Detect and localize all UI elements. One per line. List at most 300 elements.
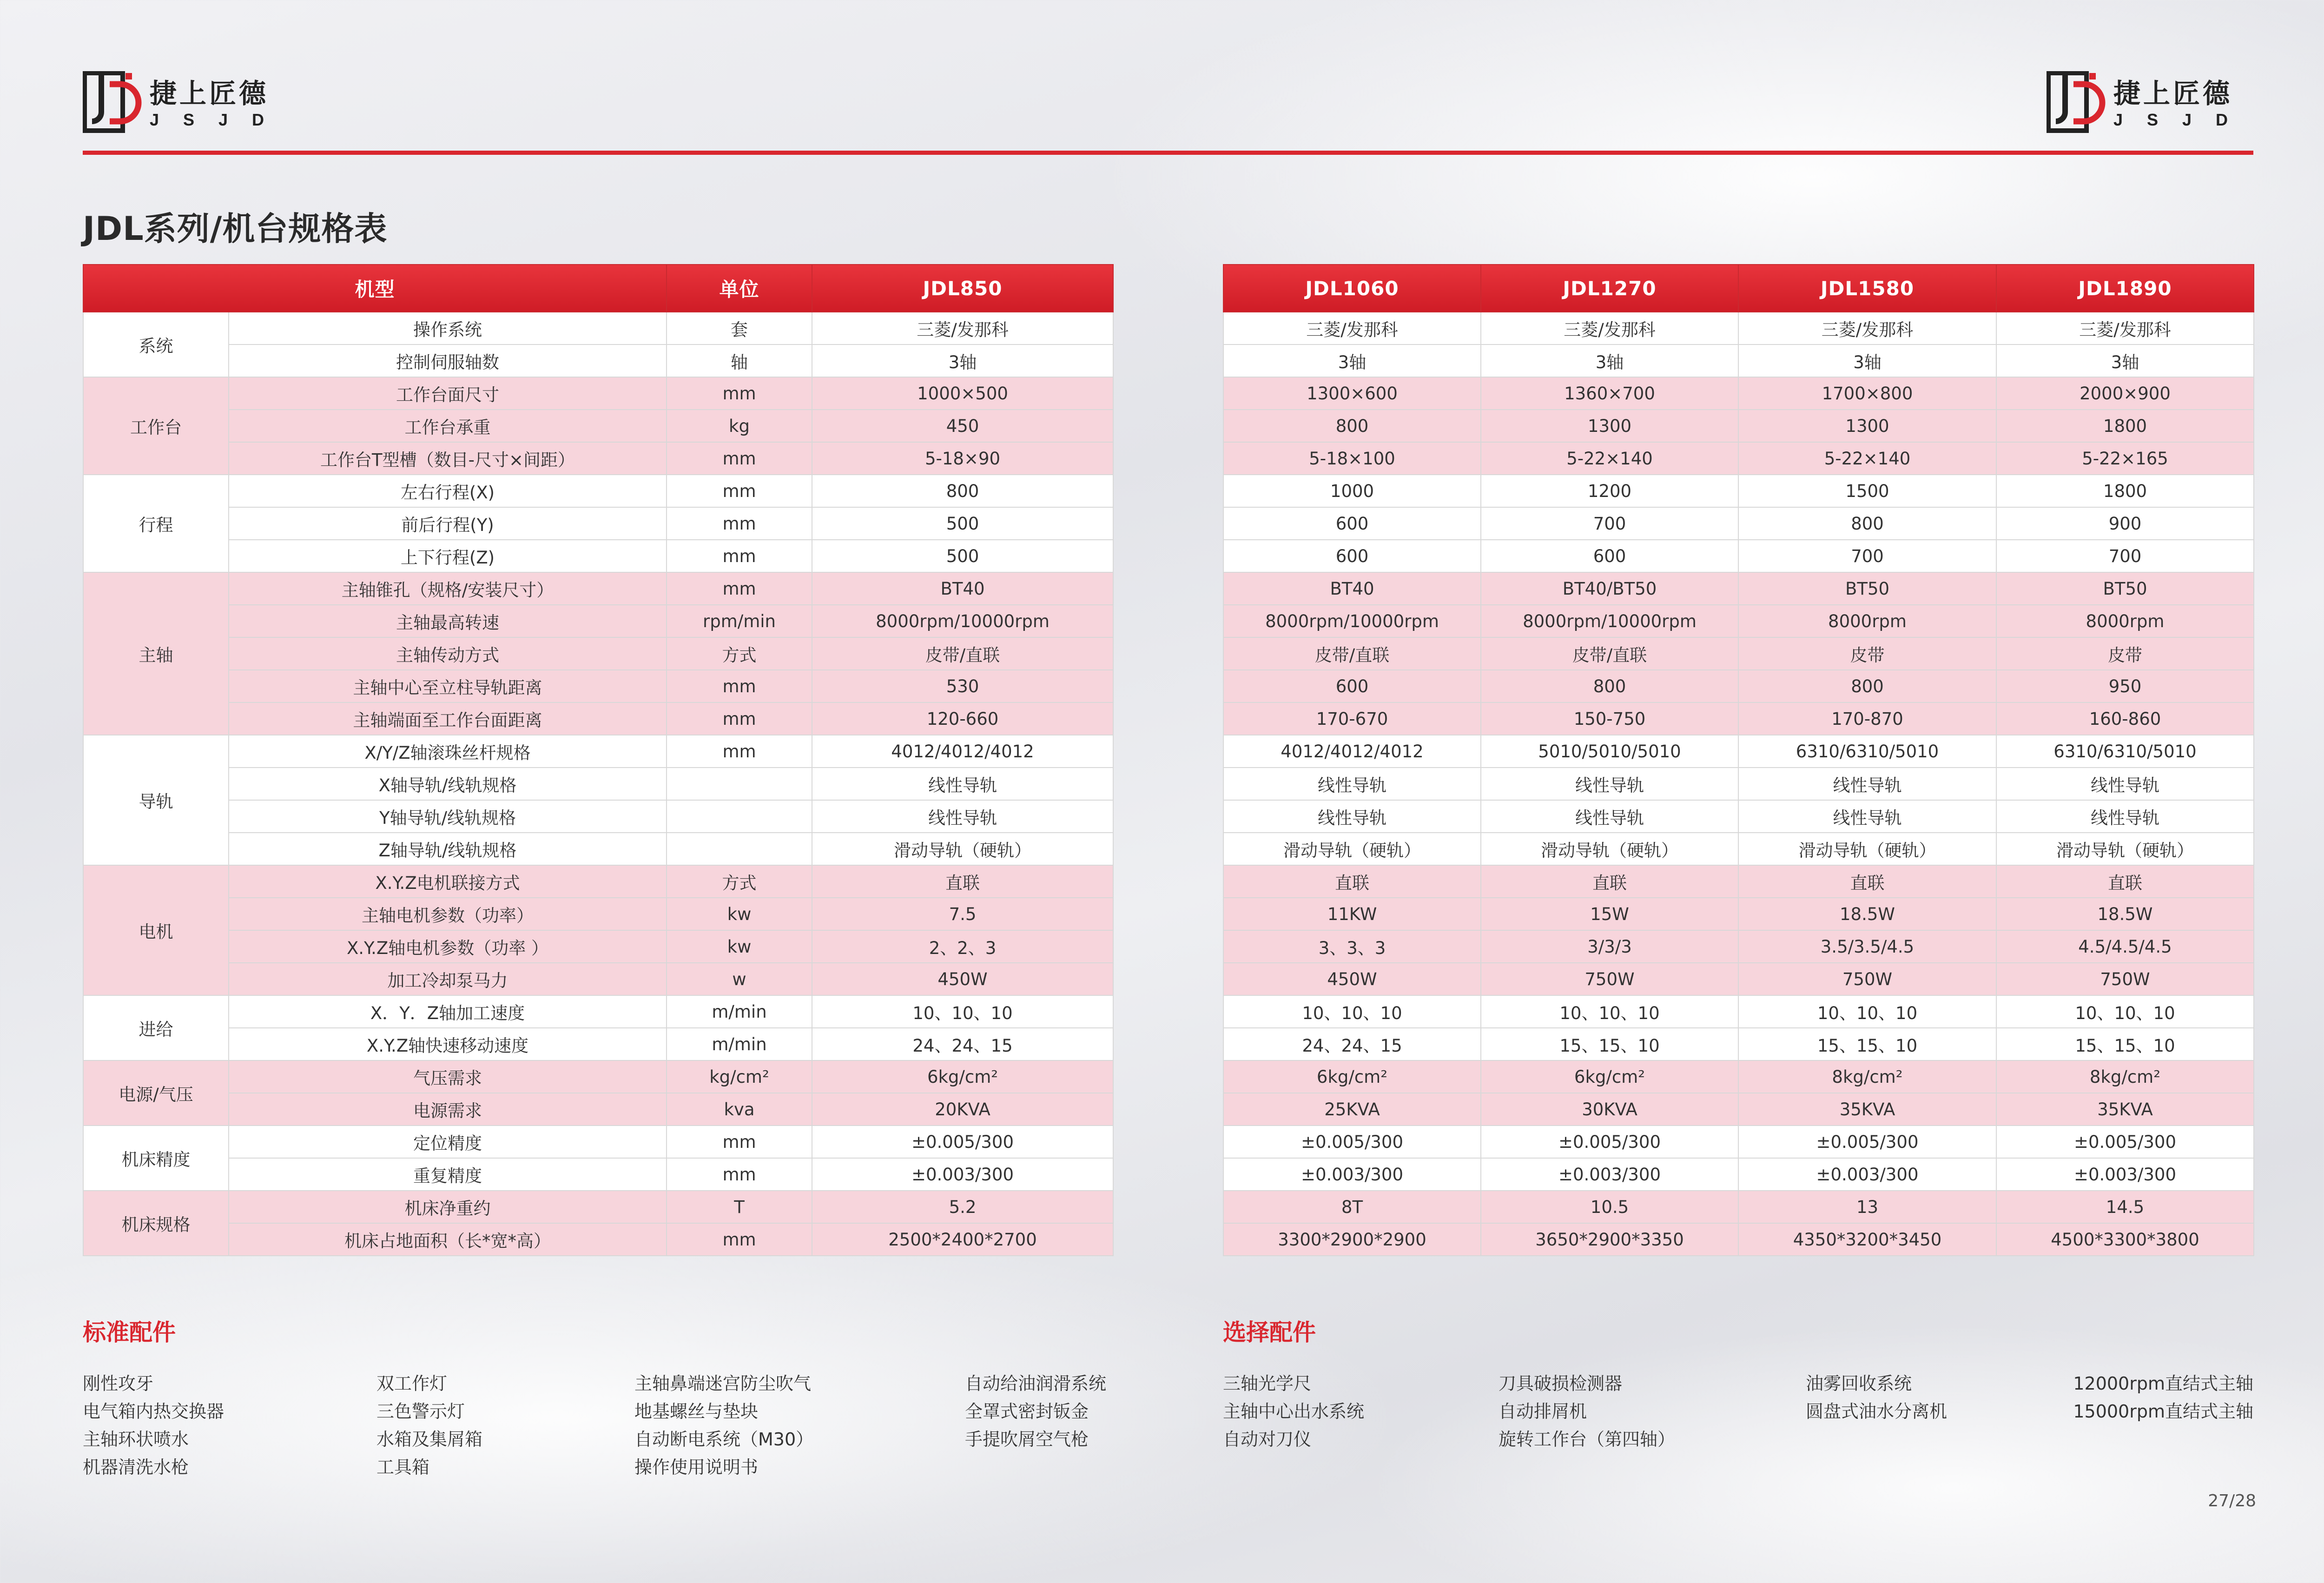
value-cell-jdl1270: ±0.005/300 — [1481, 1126, 1738, 1158]
value-cell-jdl850: 450W — [812, 963, 1113, 995]
page-title: JDL系列/机台规格表 — [83, 210, 388, 248]
unit-cell: mm — [667, 572, 812, 605]
unit-cell: kva — [667, 1093, 812, 1126]
value-cell-jdl1580: ±0.003/300 — [1738, 1158, 1996, 1191]
value-cell-jdl1060: 1000 — [1223, 475, 1481, 507]
table-row — [83, 735, 1113, 768]
list-item: 12000rpm直结式主轴 — [2073, 1373, 2253, 1394]
table-row — [1223, 702, 2254, 735]
unit-cell: rpm/min — [667, 605, 812, 637]
list-item: 三色警示灯 — [376, 1401, 465, 1422]
value-cell-jdl1890: 160-860 — [1996, 702, 2254, 735]
value-cell-jdl1890: 滑动导轨（硬轨） — [1996, 833, 2254, 865]
value-cell-jdl1890: 1800 — [1996, 410, 2254, 442]
value-cell-jdl850: 5-18×90 — [812, 442, 1113, 475]
table-row — [1223, 768, 2254, 800]
optional-col-2 — [1499, 1370, 1675, 1453]
value-cell-jdl1270: 滑动导轨（硬轨） — [1481, 833, 1738, 865]
category-cell: 主轴 — [83, 572, 229, 735]
value-cell-jdl1580: 4350*3200*3450 — [1738, 1223, 1996, 1256]
value-cell-jdl1890: 三菱/发那科 — [1996, 312, 2254, 344]
value-cell-jdl850: 10、10、10 — [812, 995, 1113, 1028]
value-cell-jdl850: 24、24、15 — [812, 1028, 1113, 1060]
table-row — [1223, 637, 2254, 670]
value-cell-jdl850: 6kg/cm² — [812, 1060, 1113, 1093]
table-row — [1223, 377, 2254, 410]
category-cell: 电源/气压 — [83, 1060, 229, 1126]
table-row — [1223, 605, 2254, 637]
unit-cell: kg — [667, 410, 812, 442]
value-cell-jdl850: 500 — [812, 507, 1113, 540]
value-cell-jdl850: ±0.005/300 — [812, 1126, 1113, 1158]
value-cell-jdl1060: 三菱/发那科 — [1223, 312, 1481, 344]
value-cell-jdl850: 800 — [812, 475, 1113, 507]
table-row — [83, 1126, 1113, 1158]
table-row — [1223, 1028, 2254, 1060]
table-row — [83, 898, 1113, 930]
list-item: 电气箱内热交换器 — [83, 1401, 224, 1422]
table-row — [83, 637, 1113, 670]
value-cell-jdl1270: 直联 — [1481, 865, 1738, 898]
unit-cell: w — [667, 963, 812, 995]
list-item: 油雾回收系统 — [1806, 1373, 1912, 1394]
header-jdl1270: JDL1270 — [1481, 265, 1738, 312]
value-cell-jdl850: ±0.003/300 — [812, 1158, 1113, 1191]
item-cell: 主轴最高转速 — [229, 605, 667, 637]
value-cell-jdl1580: 750W — [1738, 963, 1996, 995]
value-cell-jdl1060: 24、24、15 — [1223, 1028, 1481, 1060]
spec-table-left — [83, 264, 1114, 1256]
unit-cell: 方式 — [667, 637, 812, 670]
value-cell-jdl1270: 15、15、10 — [1481, 1028, 1738, 1060]
table-row — [1223, 930, 2254, 963]
value-cell-jdl1270: 800 — [1481, 670, 1738, 702]
item-cell: 电源需求 — [229, 1093, 667, 1126]
item-cell: 机床净重约 — [229, 1191, 667, 1223]
item-cell: 工作台承重 — [229, 410, 667, 442]
table-header-row — [83, 265, 1113, 312]
table-row — [1223, 898, 2254, 930]
list-item: 手提吹屑空气枪 — [965, 1429, 1089, 1450]
value-cell-jdl1270: 600 — [1481, 540, 1738, 572]
value-cell-jdl1060: 6kg/cm² — [1223, 1060, 1481, 1093]
table-row — [83, 833, 1113, 865]
list-item: 刚性攻牙 — [83, 1373, 154, 1394]
brand-logo-right — [2047, 69, 2252, 139]
value-cell-jdl850: 滑动导轨（硬轨） — [812, 833, 1113, 865]
value-cell-jdl1060: 8T — [1223, 1191, 1481, 1223]
value-cell-jdl1580: 800 — [1738, 670, 1996, 702]
brand-logo-left — [83, 69, 288, 139]
value-cell-jdl1890: 950 — [1996, 670, 2254, 702]
brand-en: JSJD — [150, 110, 289, 129]
header-jdl1890: JDL1890 — [1996, 265, 2254, 312]
unit-cell: mm — [667, 442, 812, 475]
item-cell: 主轴中心至立柱导轨距离 — [229, 670, 667, 702]
item-cell: 主轴端面至工作台面距离 — [229, 702, 667, 735]
item-cell: X．Y．Z轴加工速度 — [229, 995, 667, 1028]
value-cell-jdl1270: 750W — [1481, 963, 1738, 995]
value-cell-jdl850: 2500*2400*2700 — [812, 1223, 1113, 1256]
item-cell: 定位精度 — [229, 1126, 667, 1158]
value-cell-jdl850: BT40 — [812, 572, 1113, 605]
value-cell-jdl1580: 1300 — [1738, 410, 1996, 442]
table-row — [1223, 963, 2254, 995]
item-cell: 前后行程(Y) — [229, 507, 667, 540]
value-cell-jdl850: 三菱/发那科 — [812, 312, 1113, 344]
value-cell-jdl1270: ±0.003/300 — [1481, 1158, 1738, 1191]
standard-col-3 — [634, 1370, 813, 1481]
table-header-row — [1223, 265, 2254, 312]
value-cell-jdl850: 20KVA — [812, 1093, 1113, 1126]
unit-cell: m/min — [667, 1028, 812, 1060]
value-cell-jdl850: 8000rpm/10000rpm — [812, 605, 1113, 637]
value-cell-jdl850: 线性导轨 — [812, 768, 1113, 800]
standard-col-4 — [965, 1370, 1106, 1453]
value-cell-jdl1890: 15、15、10 — [1996, 1028, 2254, 1060]
category-cell: 工作台 — [83, 377, 229, 475]
table-row — [1223, 1191, 2254, 1223]
value-cell-jdl1270: 1300 — [1481, 410, 1738, 442]
value-cell-jdl1580: 5-22×140 — [1738, 442, 1996, 475]
table-row — [1223, 1223, 2254, 1256]
item-cell: 机床占地面积（长*宽*高） — [229, 1223, 667, 1256]
header-model: 机型 — [83, 265, 667, 312]
value-cell-jdl1580: 三菱/发那科 — [1738, 312, 1996, 344]
value-cell-jdl850: 3轴 — [812, 344, 1113, 377]
unit-cell: 方式 — [667, 865, 812, 898]
list-item: 水箱及集屑箱 — [376, 1429, 483, 1450]
value-cell-jdl1270: 线性导轨 — [1481, 768, 1738, 800]
table-row — [83, 540, 1113, 572]
table-row — [83, 605, 1113, 637]
unit-cell: 套 — [667, 312, 812, 344]
list-item: 自动对刀仪 — [1223, 1429, 1312, 1450]
item-cell: 加工冷却泵马力 — [229, 963, 667, 995]
unit-cell: kw — [667, 930, 812, 963]
table-row — [1223, 1126, 2254, 1158]
table-row — [1223, 865, 2254, 898]
list-item: 地基螺丝与垫块 — [634, 1401, 759, 1422]
value-cell-jdl1270: 6kg/cm² — [1481, 1060, 1738, 1093]
value-cell-jdl1580: 15、15、10 — [1738, 1028, 1996, 1060]
item-cell: X.Y.Z电机联接方式 — [229, 865, 667, 898]
value-cell-jdl1270: 1200 — [1481, 475, 1738, 507]
item-cell: 主轴锥孔（规格/安装尺寸） — [229, 572, 667, 605]
value-cell-jdl1890: 皮带 — [1996, 637, 2254, 670]
header-jdl1580: JDL1580 — [1738, 265, 1996, 312]
value-cell-jdl1890: 14.5 — [1996, 1191, 2254, 1223]
item-cell: 操作系统 — [229, 312, 667, 344]
jd-logo-icon — [83, 71, 143, 136]
list-item: 圆盘式油水分离机 — [1806, 1401, 1948, 1422]
value-cell-jdl1270: 700 — [1481, 507, 1738, 540]
table-row — [1223, 995, 2254, 1028]
list-item: 刀具破损检测器 — [1499, 1373, 1623, 1394]
spec-table-right — [1223, 264, 2254, 1256]
value-cell-jdl1060: 600 — [1223, 507, 1481, 540]
unit-cell: mm — [667, 670, 812, 702]
value-cell-jdl1580: 170-870 — [1738, 702, 1996, 735]
value-cell-jdl1060: 直联 — [1223, 865, 1481, 898]
table-row — [1223, 1060, 2254, 1093]
value-cell-jdl1580: 8kg/cm² — [1738, 1060, 1996, 1093]
table-row — [1223, 312, 2254, 344]
table-row — [83, 507, 1113, 540]
value-cell-jdl1270: 1360×700 — [1481, 377, 1738, 410]
value-cell-jdl1060: ±0.003/300 — [1223, 1158, 1481, 1191]
value-cell-jdl1580: 线性导轨 — [1738, 768, 1996, 800]
value-cell-jdl1890: 10、10、10 — [1996, 995, 2254, 1028]
value-cell-jdl1060: 1300×600 — [1223, 377, 1481, 410]
value-cell-jdl1580: 8000rpm — [1738, 605, 1996, 637]
value-cell-jdl1060: 800 — [1223, 410, 1481, 442]
list-item: 自动断电系统（M30） — [634, 1429, 814, 1450]
value-cell-jdl1060: 皮带/直联 — [1223, 637, 1481, 670]
value-cell-jdl1580: 10、10、10 — [1738, 995, 1996, 1028]
item-cell: 控制伺服轴数 — [229, 344, 667, 377]
value-cell-jdl1890: 8000rpm — [1996, 605, 2254, 637]
value-cell-jdl1580: 1500 — [1738, 475, 1996, 507]
item-cell: 主轴电机参数（功率） — [229, 898, 667, 930]
table-row — [83, 1060, 1113, 1093]
value-cell-jdl1890: 900 — [1996, 507, 2254, 540]
value-cell-jdl1270: 10、10、10 — [1481, 995, 1738, 1028]
value-cell-jdl1060: 170-670 — [1223, 702, 1481, 735]
value-cell-jdl1580: 6310/6310/5010 — [1738, 735, 1996, 768]
item-cell: Y轴导轨/线轨规格 — [229, 800, 667, 833]
brand-cn: 捷上匠德 — [2113, 78, 2233, 109]
list-item: 主轴中心出水系统 — [1223, 1401, 1365, 1422]
unit-cell — [667, 800, 812, 833]
value-cell-jdl1270: 8000rpm/10000rpm — [1481, 605, 1738, 637]
table-row — [83, 442, 1113, 475]
header-unit: 单位 — [667, 265, 812, 312]
table-row — [1223, 540, 2254, 572]
value-cell-jdl1060: 3轴 — [1223, 344, 1481, 377]
category-cell: 导轨 — [83, 735, 229, 865]
value-cell-jdl1270: 5-22×140 — [1481, 442, 1738, 475]
table-row — [1223, 344, 2254, 377]
table-row — [83, 930, 1113, 963]
value-cell-jdl850: 7.5 — [812, 898, 1113, 930]
unit-cell: mm — [667, 702, 812, 735]
value-cell-jdl1060: 450W — [1223, 963, 1481, 995]
value-cell-jdl1270: 10.5 — [1481, 1191, 1738, 1223]
value-cell-jdl1890: 35KVA — [1996, 1093, 2254, 1126]
value-cell-jdl850: 450 — [812, 410, 1113, 442]
value-cell-jdl1890: 4.5/4.5/4.5 — [1996, 930, 2254, 963]
item-cell: X轴导轨/线轨规格 — [229, 768, 667, 800]
value-cell-jdl1580: 3轴 — [1738, 344, 1996, 377]
unit-cell: mm — [667, 1126, 812, 1158]
value-cell-jdl850: 皮带/直联 — [812, 637, 1113, 670]
category-cell: 行程 — [83, 475, 229, 572]
table-row — [83, 377, 1113, 410]
value-cell-jdl1580: BT50 — [1738, 572, 1996, 605]
category-cell: 系统 — [83, 312, 229, 377]
optional-col-1 — [1223, 1370, 1364, 1453]
unit-cell: mm — [667, 1158, 812, 1191]
value-cell-jdl1890: BT50 — [1996, 572, 2254, 605]
value-cell-jdl1060: 25KVA — [1223, 1093, 1481, 1126]
value-cell-jdl1270: 3/3/3 — [1481, 930, 1738, 963]
value-cell-jdl1060: BT40 — [1223, 572, 1481, 605]
header-jdl850: JDL850 — [812, 265, 1113, 312]
value-cell-jdl850: 线性导轨 — [812, 800, 1113, 833]
value-cell-jdl1580: 滑动导轨（硬轨） — [1738, 833, 1996, 865]
list-item: 自动排屑机 — [1499, 1401, 1587, 1422]
value-cell-jdl850: 1000×500 — [812, 377, 1113, 410]
table-row — [1223, 1158, 2254, 1191]
value-cell-jdl850: 500 — [812, 540, 1113, 572]
value-cell-jdl1580: 35KVA — [1738, 1093, 1996, 1126]
table-row — [1223, 507, 2254, 540]
value-cell-jdl1580: 1700×800 — [1738, 377, 1996, 410]
value-cell-jdl1580: 13 — [1738, 1191, 1996, 1223]
unit-cell: kg/cm² — [667, 1060, 812, 1093]
unit-cell: mm — [667, 377, 812, 410]
value-cell-jdl1890: 5-22×165 — [1996, 442, 2254, 475]
value-cell-jdl1060: 3300*2900*2900 — [1223, 1223, 1481, 1256]
item-cell: 工作台T型槽（数目-尺寸×间距） — [229, 442, 667, 475]
value-cell-jdl1890: 线性导轨 — [1996, 768, 2254, 800]
value-cell-jdl1890: 1800 — [1996, 475, 2254, 507]
standard-col-2 — [376, 1370, 482, 1481]
jd-logo-icon — [2047, 71, 2107, 136]
table-row — [83, 800, 1113, 833]
list-item: 三轴光学尺 — [1223, 1373, 1312, 1394]
table-row — [83, 768, 1113, 800]
table-row — [83, 344, 1113, 377]
category-cell: 电机 — [83, 865, 229, 995]
table-row — [1223, 572, 2254, 605]
unit-cell: 轴 — [667, 344, 812, 377]
item-cell: 左右行程(X) — [229, 475, 667, 507]
item-cell: 主轴传动方式 — [229, 637, 667, 670]
table-row — [83, 572, 1113, 605]
value-cell-jdl1580: 800 — [1738, 507, 1996, 540]
table-row — [83, 1191, 1113, 1223]
table-row — [83, 865, 1113, 898]
table-row — [1223, 735, 2254, 768]
list-item: 15000rpm直结式主轴 — [2073, 1401, 2253, 1422]
list-item: 双工作灯 — [376, 1373, 448, 1394]
value-cell-jdl1060: 滑动导轨（硬轨） — [1223, 833, 1481, 865]
value-cell-jdl1270: 线性导轨 — [1481, 800, 1738, 833]
item-cell: 气压需求 — [229, 1060, 667, 1093]
value-cell-jdl1890: 线性导轨 — [1996, 800, 2254, 833]
table-row — [83, 312, 1113, 344]
value-cell-jdl1060: 线性导轨 — [1223, 800, 1481, 833]
table-row — [83, 1093, 1113, 1126]
table-row — [1223, 833, 2254, 865]
list-item: 工具箱 — [376, 1457, 430, 1477]
value-cell-jdl1890: 3轴 — [1996, 344, 2254, 377]
category-cell: 进给 — [83, 995, 229, 1060]
value-cell-jdl1580: 皮带 — [1738, 637, 1996, 670]
value-cell-jdl1060: 600 — [1223, 540, 1481, 572]
standard-accessories-title: 标准配件 — [83, 1319, 176, 1346]
unit-cell: mm — [667, 507, 812, 540]
table-row — [1223, 670, 2254, 702]
value-cell-jdl850: 4012/4012/4012 — [812, 735, 1113, 768]
unit-cell: mm — [667, 540, 812, 572]
list-item: 主轴鼻端迷宫防尘吹气 — [634, 1373, 812, 1394]
header-divider — [83, 151, 2253, 155]
value-cell-jdl1270: 3650*2900*3350 — [1481, 1223, 1738, 1256]
value-cell-jdl1890: 6310/6310/5010 — [1996, 735, 2254, 768]
optional-col-3 — [1806, 1370, 1947, 1425]
value-cell-jdl1060: ±0.005/300 — [1223, 1126, 1481, 1158]
unit-cell: mm — [667, 1223, 812, 1256]
value-cell-jdl1060: 3、3、3 — [1223, 930, 1481, 963]
value-cell-jdl850: 5.2 — [812, 1191, 1113, 1223]
value-cell-jdl850: 530 — [812, 670, 1113, 702]
brand-en: JSJD — [2113, 110, 2252, 129]
unit-cell: m/min — [667, 995, 812, 1028]
list-item: 自动给油润滑系统 — [965, 1373, 1107, 1394]
unit-cell — [667, 833, 812, 865]
unit-cell: mm — [667, 475, 812, 507]
value-cell-jdl1060: 线性导轨 — [1223, 768, 1481, 800]
list-item: 全罩式密封钣金 — [965, 1401, 1089, 1422]
list-item: 主轴环状喷水 — [83, 1429, 189, 1450]
unit-cell — [667, 768, 812, 800]
value-cell-jdl1060: 11KW — [1223, 898, 1481, 930]
value-cell-jdl1270: BT40/BT50 — [1481, 572, 1738, 605]
value-cell-jdl1270: 150-750 — [1481, 702, 1738, 735]
value-cell-jdl1890: ±0.005/300 — [1996, 1126, 2254, 1158]
value-cell-jdl1270: 3轴 — [1481, 344, 1738, 377]
page-number: 27/28 — [2208, 1491, 2256, 1510]
standard-col-1 — [83, 1370, 224, 1481]
value-cell-jdl1580: 直联 — [1738, 865, 1996, 898]
value-cell-jdl850: 直联 — [812, 865, 1113, 898]
value-cell-jdl1270: 皮带/直联 — [1481, 637, 1738, 670]
optional-col-4 — [2073, 1370, 2253, 1425]
value-cell-jdl1580: 线性导轨 — [1738, 800, 1996, 833]
value-cell-jdl1580: ±0.005/300 — [1738, 1126, 1996, 1158]
value-cell-jdl1270: 三菱/发那科 — [1481, 312, 1738, 344]
table-row — [83, 1223, 1113, 1256]
unit-cell: T — [667, 1191, 812, 1223]
table-row — [83, 1028, 1113, 1060]
value-cell-jdl1060: 8000rpm/10000rpm — [1223, 605, 1481, 637]
list-item: 机器清洗水枪 — [83, 1457, 189, 1477]
item-cell: X.Y.Z轴电机参数（功率 ） — [229, 930, 667, 963]
table-row — [1223, 1093, 2254, 1126]
table-row — [1223, 410, 2254, 442]
category-cell: 机床规格 — [83, 1191, 229, 1256]
value-cell-jdl1060: 600 — [1223, 670, 1481, 702]
value-cell-jdl1890: 700 — [1996, 540, 2254, 572]
item-cell: 工作台面尺寸 — [229, 377, 667, 410]
value-cell-jdl1890: 18.5W — [1996, 898, 2254, 930]
table-row — [83, 670, 1113, 702]
list-item: 操作使用说明书 — [634, 1457, 759, 1477]
table-row — [1223, 800, 2254, 833]
table-row — [83, 475, 1113, 507]
value-cell-jdl850: 120-660 — [812, 702, 1113, 735]
value-cell-jdl1270: 5010/5010/5010 — [1481, 735, 1738, 768]
header-jdl1060: JDL1060 — [1223, 265, 1481, 312]
table-row — [1223, 475, 2254, 507]
value-cell-jdl1060: 4012/4012/4012 — [1223, 735, 1481, 768]
item-cell: X/Y/Z轴滚珠丝杆规格 — [229, 735, 667, 768]
value-cell-jdl1890: 8kg/cm² — [1996, 1060, 2254, 1093]
value-cell-jdl1580: 18.5W — [1738, 898, 1996, 930]
